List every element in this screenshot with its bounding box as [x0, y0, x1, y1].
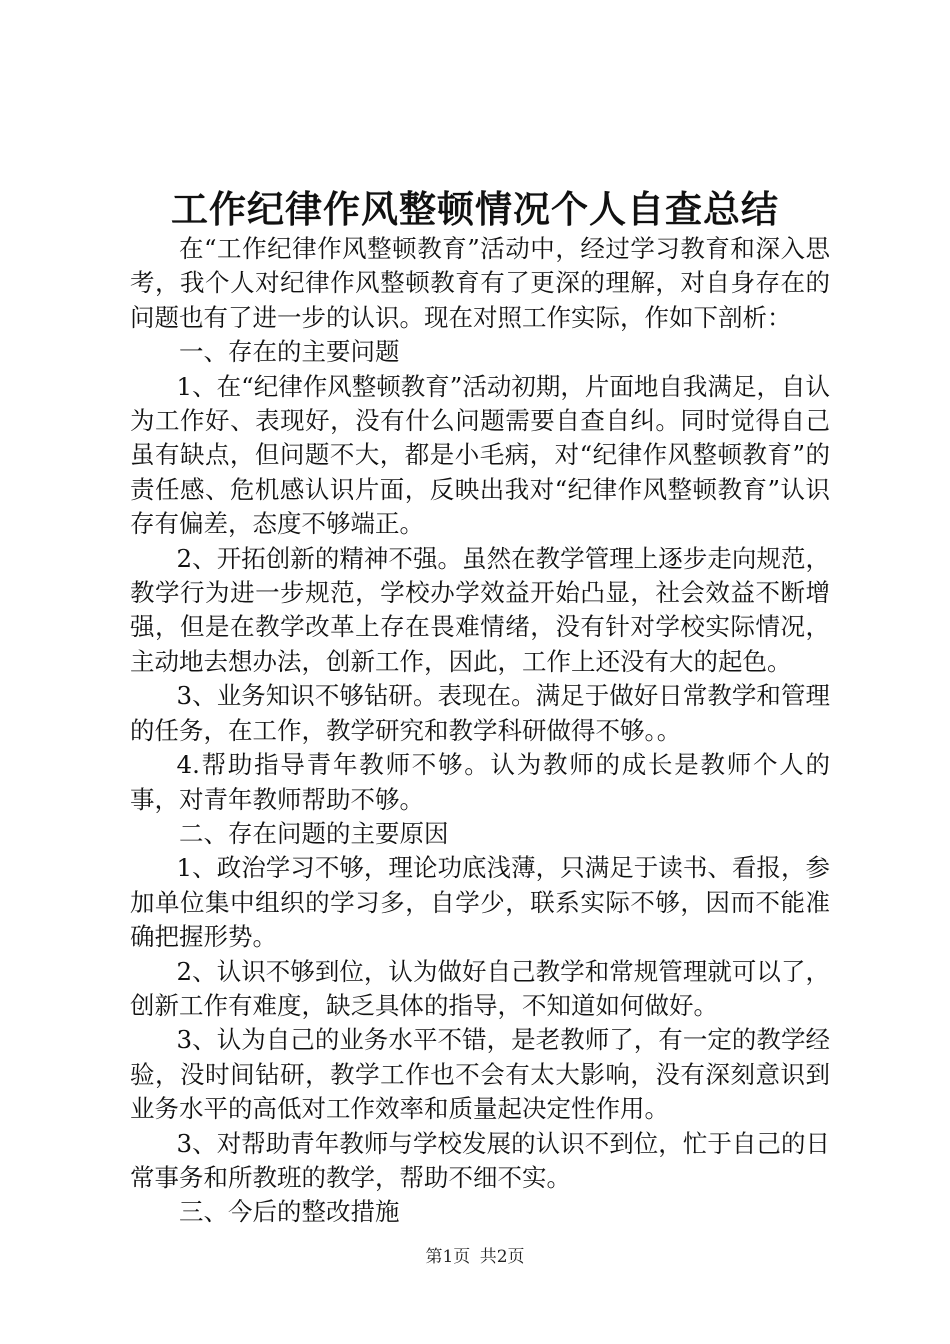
paragraph-cause-4: 3、对帮助青年教师与学校发展的认识不到位，忙于自己的日常事务和所教班的教学，帮助不细不实。	[130, 1128, 830, 1192]
paragraph-cause-1: 1、政治学习不够，理论功底浅薄，只满足于读书、看报，参加单位集中组织的学习多，自学少，联系实际不够，因而不能准确把握形势。	[130, 853, 830, 952]
paragraph-cause-3: 3、认为自己的业务水平不错，是老教师了，有一定的教学经验，没时间钻研，教学工作也不会有太大影响，没有深刻意识到业务水平的高低对工作效率和质量起决定性作用。	[130, 1025, 830, 1124]
section-heading-1: 一、存在的主要问题	[179, 337, 400, 367]
page-footer	[0, 1245, 950, 1269]
paragraph-problem-1: 1、在“纪律作风整顿教育”活动初期，片面地自我满足，自认为工作好、表现好，没有什么问题需要自查自纠。同时觉得自己虽有缺点，但问题不大，都是小毛病，对“纪律作风整顿教育”的责任感、危机感认识片面，反映出我对“纪律作风整顿教育”认识存有偏差，态度不够端正。	[130, 371, 830, 539]
document-title: 工作纪律作风整顿情况个人自查总结	[171, 187, 779, 231]
section-heading-3: 三、今后的整改措施	[179, 1197, 400, 1227]
section-heading-2: 二、存在问题的主要原因	[179, 818, 449, 848]
paragraph-intro: 在“工作纪律作风整顿教育”活动中，经过学习教育和深入思考，我个人对纪律作风整顿教育有了更深的理解，对自身存在的问题也有了进一步的认识。现在对照工作实际，作如下剖析：	[130, 234, 830, 332]
paragraph-cause-2: 2、认识不够到位，认为做好自己教学和常规管理就可以了，创新工作有难度，缺乏具体的指导，不知道如何做好。	[130, 956, 830, 1020]
paragraph-problem-3: 3、业务知识不够钻研。表现在。满足于做好日常教学和管理的任务，在工作，教学研究和教学科研做得不够。。	[130, 681, 830, 745]
paragraph-problem-4: 4.帮助指导青年教师不够。认为教师的成长是教师个人的事，对青年教师帮助不够。	[130, 750, 830, 814]
paragraph-problem-2: 2、开拓创新的精神不强。虽然在教学管理上逐步走向规范，教学行为进一步规范，学校办学效益开始凸显，社会效益不断增强，但是在教学改革上存在畏难情绪，没有针对学校实际情况，主动地去想办法，创新工作，因此，工作上还没有大的起色。	[130, 543, 830, 676]
page-number: 第1页	[425, 1247, 471, 1267]
document-body	[130, 232, 830, 1230]
page-total: 共2页	[479, 1247, 525, 1267]
